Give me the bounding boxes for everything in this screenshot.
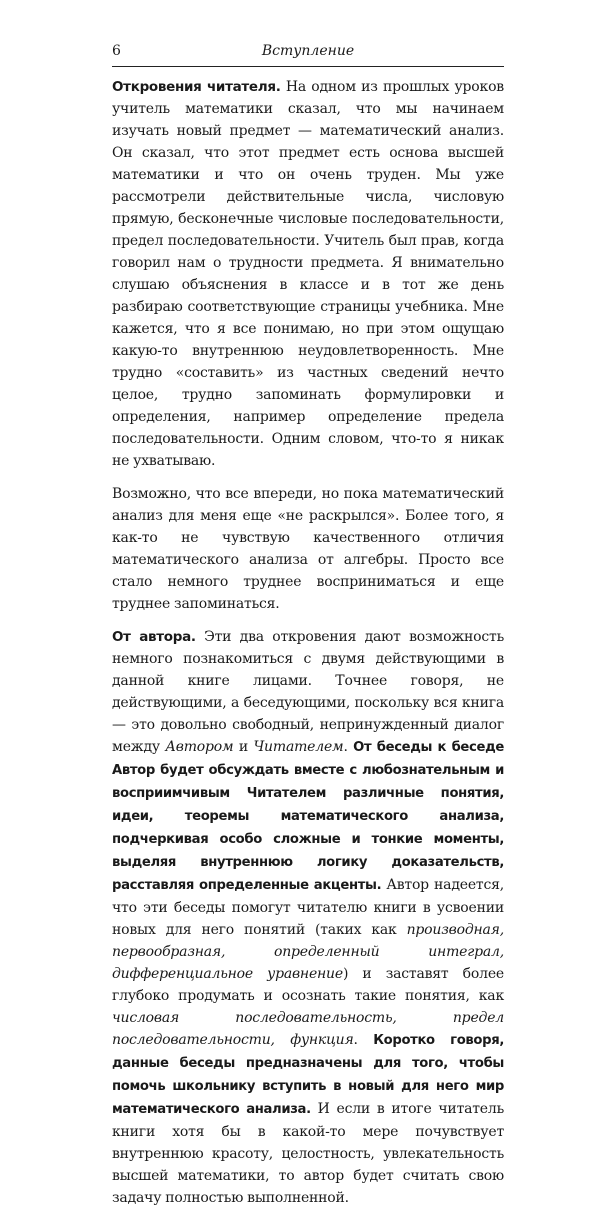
paragraph-reader-continued xyxy=(112,483,504,615)
paragraph-reader-confessions xyxy=(112,76,504,472)
running-header xyxy=(112,40,504,62)
page-number: 6 xyxy=(112,43,121,59)
italic-term: производная, первообразная, определенный интеграл, дифференциальное уравнение xyxy=(112,922,504,982)
bold-emphasis: От беседы к беседе Автор будет обсуждать вместе с любознательным и восприимчивым Читателем различные понятия, идеи, теоремы математического анализа, подчеркивая особо сложные и тонкие моменты, выделяя внутреннюю логику доказательств, расставляя определенные акценты. xyxy=(112,740,504,893)
book-page xyxy=(112,40,504,1220)
text-run: И если в итоге читатель книги хотя бы в какой-то мере почувствует внутреннюю красоту, целостность, увлекательность высшей математики, то автор будет считать свою задачу полностью выполненной. xyxy=(112,1101,505,1206)
text-run: Автор надеется, что эти беседы помогут читателю книги в усвоении новых для него понятий (таких как xyxy=(112,877,504,938)
italic-term: числовая последовательность, предел последовательности, функция xyxy=(112,1010,504,1048)
italic-term: Автором xyxy=(165,739,234,755)
text-run: и xyxy=(233,739,254,755)
paragraph-lead: От автора. xyxy=(112,629,196,645)
paragraph-lead: Откровения читателя. xyxy=(112,79,281,95)
text-run: Эти два откровения дают возможность немного познакомиться с двумя действующими в данной книге лицами. Точнее говоря, не действующими, а беседующими, поскольку вся книга — это довольно свободный, непринужденный диалог между xyxy=(112,629,504,755)
text-run: ) и заставят более глубоко продумать и осознать такие понятия, как xyxy=(112,966,504,1004)
bold-emphasis: Коротко говоря, данные беседы предназначены для того, чтобы помочь школьнику вступить в новый для него мир математического анализа. xyxy=(112,1033,504,1117)
running-title: Вступление xyxy=(261,43,355,59)
paragraph-text: На одном из прошлых уроков учитель математики сказал, что мы начинаем изучать новый предмет — математический анализ. Он сказал, что этот предмет есть основа высшей математики и что он очень труден. Мы уже рассмотрели действительные числа, числовую прямую, бесконечные числовые последовательности, предел последовательности. Учитель был прав, когда говорил нам о трудности предмета. Я внимательно слушаю объяснения в классе и в тот же день разбираю соответствующие страницы учебника. Мне кажется, что я все понимаю, но при этом ощущаю какую-то внутреннюю неудовлетворенность. Мне трудно «составить» из частных сведений нечто целое, трудно запоминать формулировки и определения, например определение предела последовательности. Одним словом, что-то я никак не ухватываю. xyxy=(112,79,504,469)
paragraph-text: Возможно, что все впереди, но пока математический анализ для меня еще «не раскрылся». Более того, я как-то не чувствую качественного отличия математического анализа от алгебры. Просто все стало немного труднее восприниматься и еще труднее запоминаться. xyxy=(112,486,504,612)
body-text xyxy=(112,76,504,1209)
header-rule xyxy=(112,66,504,67)
italic-term: Читателем xyxy=(253,739,344,755)
text-run: . xyxy=(343,739,354,755)
text-run: . xyxy=(353,1032,374,1048)
paragraph-from-author xyxy=(112,626,504,1209)
